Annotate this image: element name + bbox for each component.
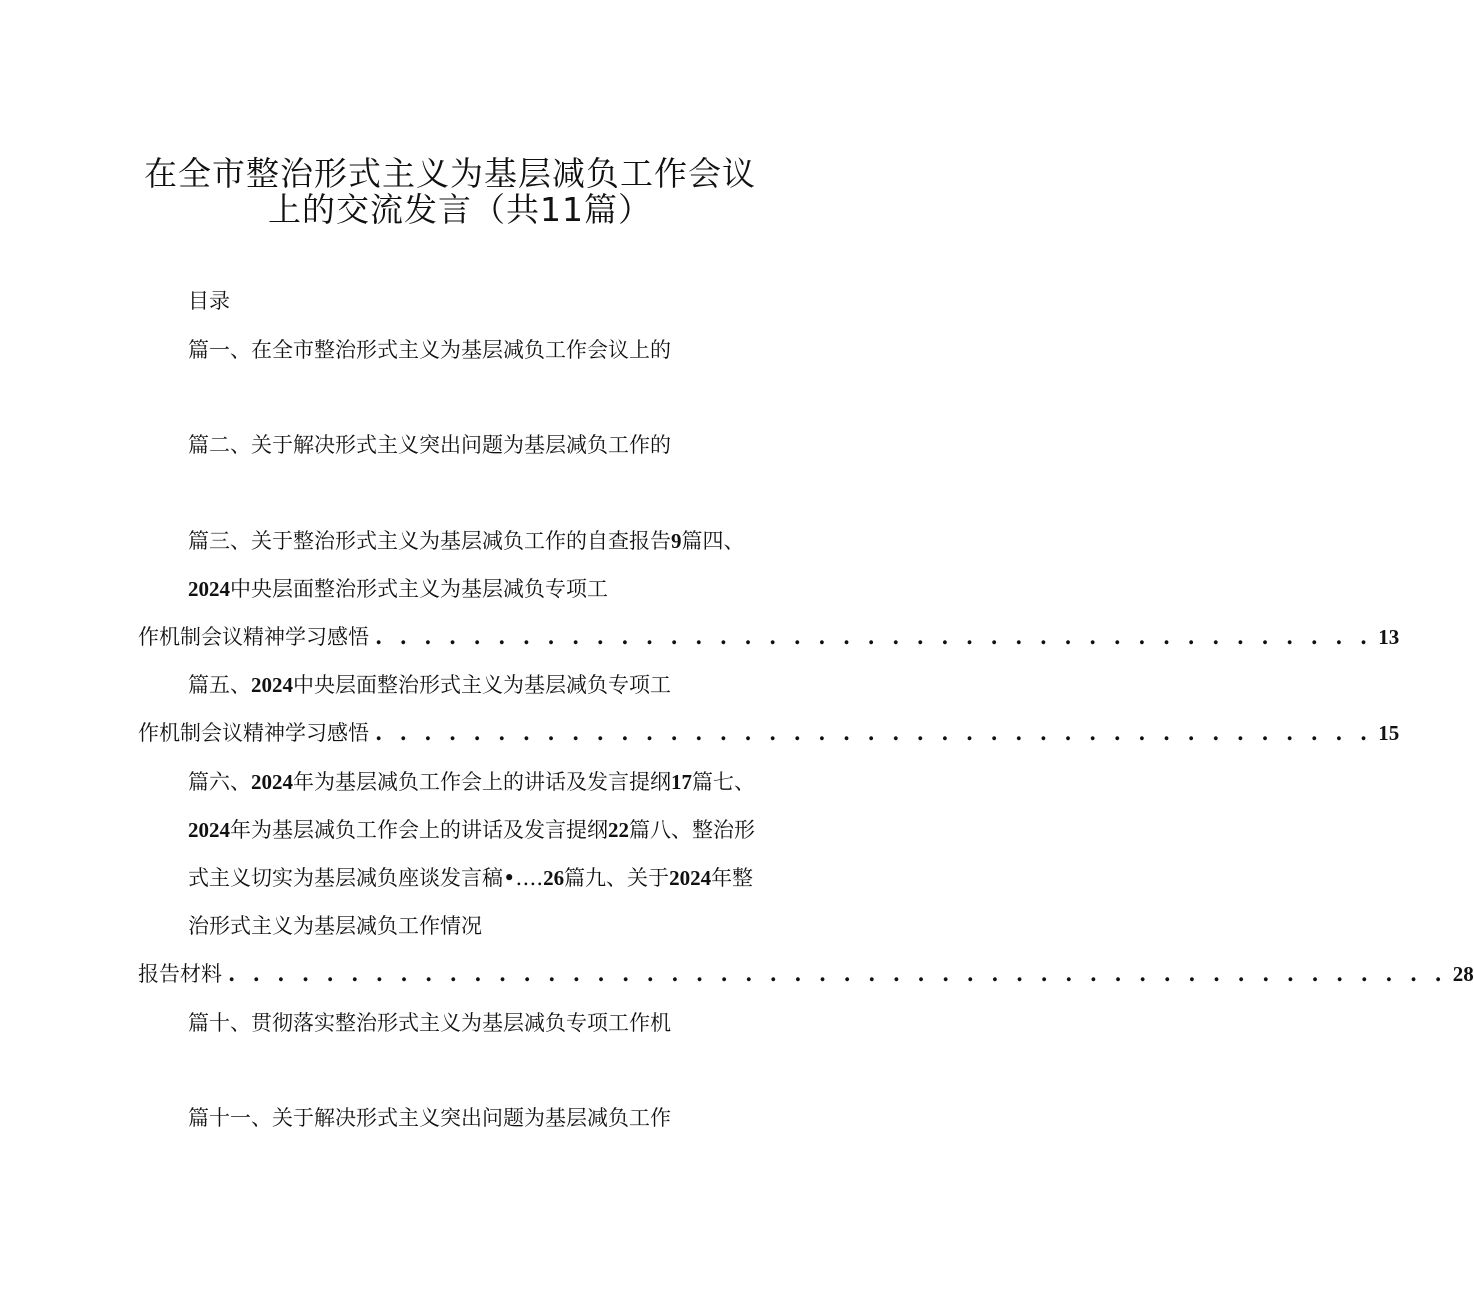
- toc-entry[interactable]: [138, 959, 1474, 989]
- toc-page-number: 13: [1378, 625, 1400, 649]
- toc-entry[interactable]: [188, 815, 755, 845]
- toc-page-number: 15: [1378, 721, 1400, 745]
- toc-page-number: 9: [671, 529, 682, 553]
- toc-year: 2024: [188, 577, 230, 601]
- toc-entry-text: 年为基层减负工作会上的讲话及发言提纲: [293, 770, 671, 794]
- toc-entry[interactable]: [188, 430, 671, 460]
- toc-entry[interactable]: [188, 526, 745, 556]
- title-line-2: 上的交流发言（共11篇）: [268, 190, 652, 229]
- toc-year: 2024: [669, 866, 712, 890]
- toc-heading: 目录: [188, 289, 230, 313]
- toc-page-number: 17: [671, 770, 692, 794]
- toc-page-number: 22: [608, 818, 629, 842]
- toc-page-number: 26: [543, 866, 565, 890]
- toc-leader-dots: . . . . . . . . . . . . . . . . . . . . . . . . . . . . . . . . . . . . . . . . .: [375, 624, 1373, 649]
- toc-entry[interactable]: [138, 718, 1400, 748]
- toc-entry-text: 报告材料: [138, 962, 222, 986]
- toc-entry-text: 治形式主义为基层减负工作情况: [188, 914, 482, 938]
- toc-leader-dots: . . . . . . . . . . . . . . . . . . . . . . . . . . . . . . . . . . . . . . . . . . . . . . . . . .: [228, 961, 1447, 986]
- toc-entry[interactable]: [188, 767, 755, 797]
- toc-entry-text: 作机制会议精神学习感悟: [138, 721, 369, 745]
- toc-entry[interactable]: [188, 1008, 671, 1038]
- toc-page-number: 28: [1452, 962, 1474, 986]
- toc-entry-prefix: 篇五、: [188, 673, 251, 697]
- toc-entry-prefix: 篇六、: [188, 770, 251, 794]
- toc-entry-text: 作机制会议精神学习感悟: [138, 625, 369, 649]
- toc-leader-dots: . . . . . . . . . . . . . . . . . . . . . . . . . . . . . . . . . . . . . . . . .: [375, 720, 1373, 745]
- toc-entry[interactable]: [188, 1103, 671, 1133]
- toc-entry-text: 式主义切实为基层减负座谈发言稿•….: [188, 866, 544, 890]
- toc-entry-text: 篇八、整治形: [629, 818, 755, 842]
- toc-entry-text: 中央层面整治形式主义为基层减负专项工: [230, 577, 608, 601]
- toc-entry[interactable]: [188, 335, 671, 365]
- toc-year: 2024: [188, 818, 230, 842]
- toc-entry-text: 篇十一、关于解决形式主义突出问题为基层减负工作: [188, 1106, 671, 1130]
- toc-entry[interactable]: [138, 622, 1400, 652]
- toc-entry[interactable]: [188, 863, 753, 893]
- toc-year: 2024: [251, 770, 293, 794]
- toc-entry-text: 中央层面整治形式主义为基层减负专项工: [293, 673, 671, 697]
- toc-year: 2024: [251, 673, 293, 697]
- toc-entry-text: 篇三、关于整治形式主义为基层减负工作的自查报告: [188, 529, 671, 553]
- toc-entry-text: 篇二、关于解决形式主义突出问题为基层减负工作的: [188, 433, 671, 457]
- toc-entry-text: 篇一、在全市整治形式主义为基层减负工作会议上的: [188, 338, 671, 362]
- toc-entry[interactable]: [188, 670, 671, 700]
- toc-entry-text: 篇十、贯彻落实整治形式主义为基层减负专项工作机: [188, 1011, 671, 1035]
- toc-entry[interactable]: [188, 911, 482, 941]
- toc-entry-text: 篇四、: [681, 529, 745, 553]
- toc-entry-text: 篇九、关于: [564, 866, 670, 890]
- toc-entry-text: 年整: [711, 866, 754, 890]
- toc-entry-text: 年为基层减负工作会上的讲话及发言提纲: [230, 818, 608, 842]
- toc-entry-text: 篇七、: [692, 770, 755, 794]
- title-line-1: 在全市整治形式主义为基层减负工作会议: [144, 154, 756, 193]
- toc-entry[interactable]: [188, 574, 608, 604]
